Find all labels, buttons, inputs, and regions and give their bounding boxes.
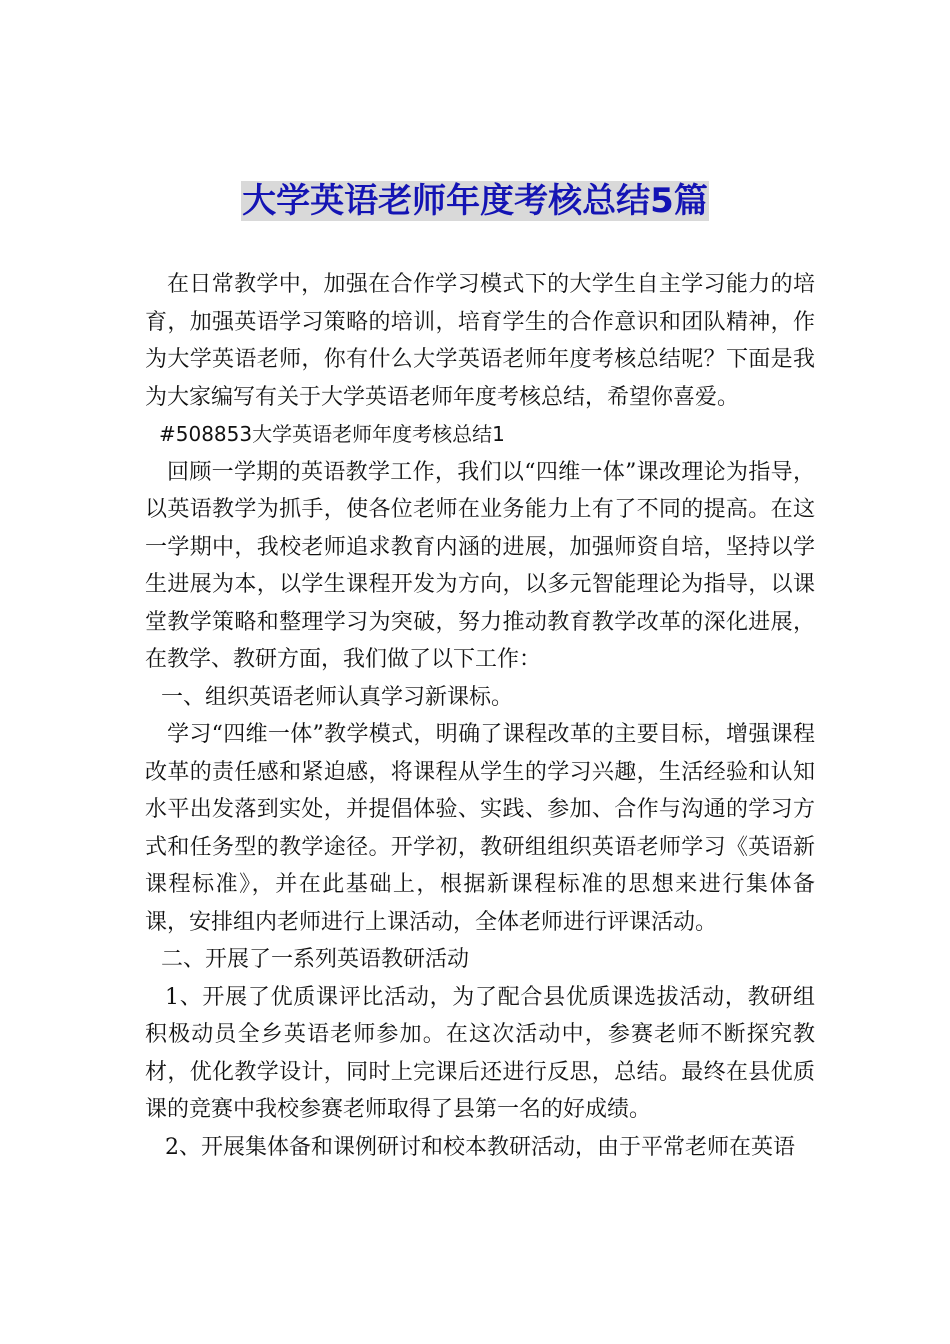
numbered-paragraph-1: 1、开展了优质课评比活动，为了配合县优质课选拔活动，教研组积极动员全乡英语老师参加。在这次活动中，参赛老师不断探究教材，优化教学设计，同时上完课后还进行反思，总结。最终在县优质课的竞赛中我校参赛老师取得了县第一名的好成绩。: [145, 984, 815, 1122]
section-heading-1: 一、组织英语老师认真学习新课标。: [161, 684, 514, 710]
numbered-paragraph-2: 2、开展集体备和课例研讨和校本教研活动，由于平常老师在英语: [165, 1134, 795, 1160]
document-title-text: 大学英语老师年度考核总结5篇: [242, 181, 708, 221]
intro-paragraph: 在日常教学中，加强在合作学习模式下的大学生自主学习能力的培育，加强英语学习策略的培训，培育学生的合作意识和团队精神，作为大学英语老师，你有什么大学英语老师年度考核总结呢？下面是我为大家编写有关于大学英语老师年度考核总结，希望你喜爱。: [145, 272, 815, 410]
section-heading-2: 二、开展了一系列英语教研活动: [161, 947, 470, 972]
body-paragraph: 回顾一学期的英语教学工作，我们以“四维一体”课改理论为指导，以英语教学为抓手，使各位老师在业务能力上有了不同的提高。在这一学期中，我校老师追求教育内涵的进展，加强师资自培，坚持以学生进展为本，以学生课程开发为方向，以多元智能理论为指导，以课堂教学策略和整理学习为突破，努力推动教育教学改革的深化进展，在教学、教研方面，我们做了以下工作：: [145, 459, 815, 672]
section-tag: #508853大学英语老师年度考核总结1: [159, 422, 505, 446]
document-body: [145, 266, 815, 1166]
body-paragraph: 学习“四维一体”教学模式，明确了课程改革的主要目标，增强课程改革的责任感和紧迫感，将课程从学生的学习兴趣，生活经验和认知水平出发落到实处，并提倡体验、实践、参加、合作与沟通的学习方式和任务型的教学途径。开学初，教研组组织英语老师学习《英语新课程标准》，并在此基础上，根据新课程标准的思想来进行集体备课，安排组内老师进行上课活动，全体老师进行评课活动。: [145, 722, 815, 935]
document-title: [0, 178, 950, 224]
